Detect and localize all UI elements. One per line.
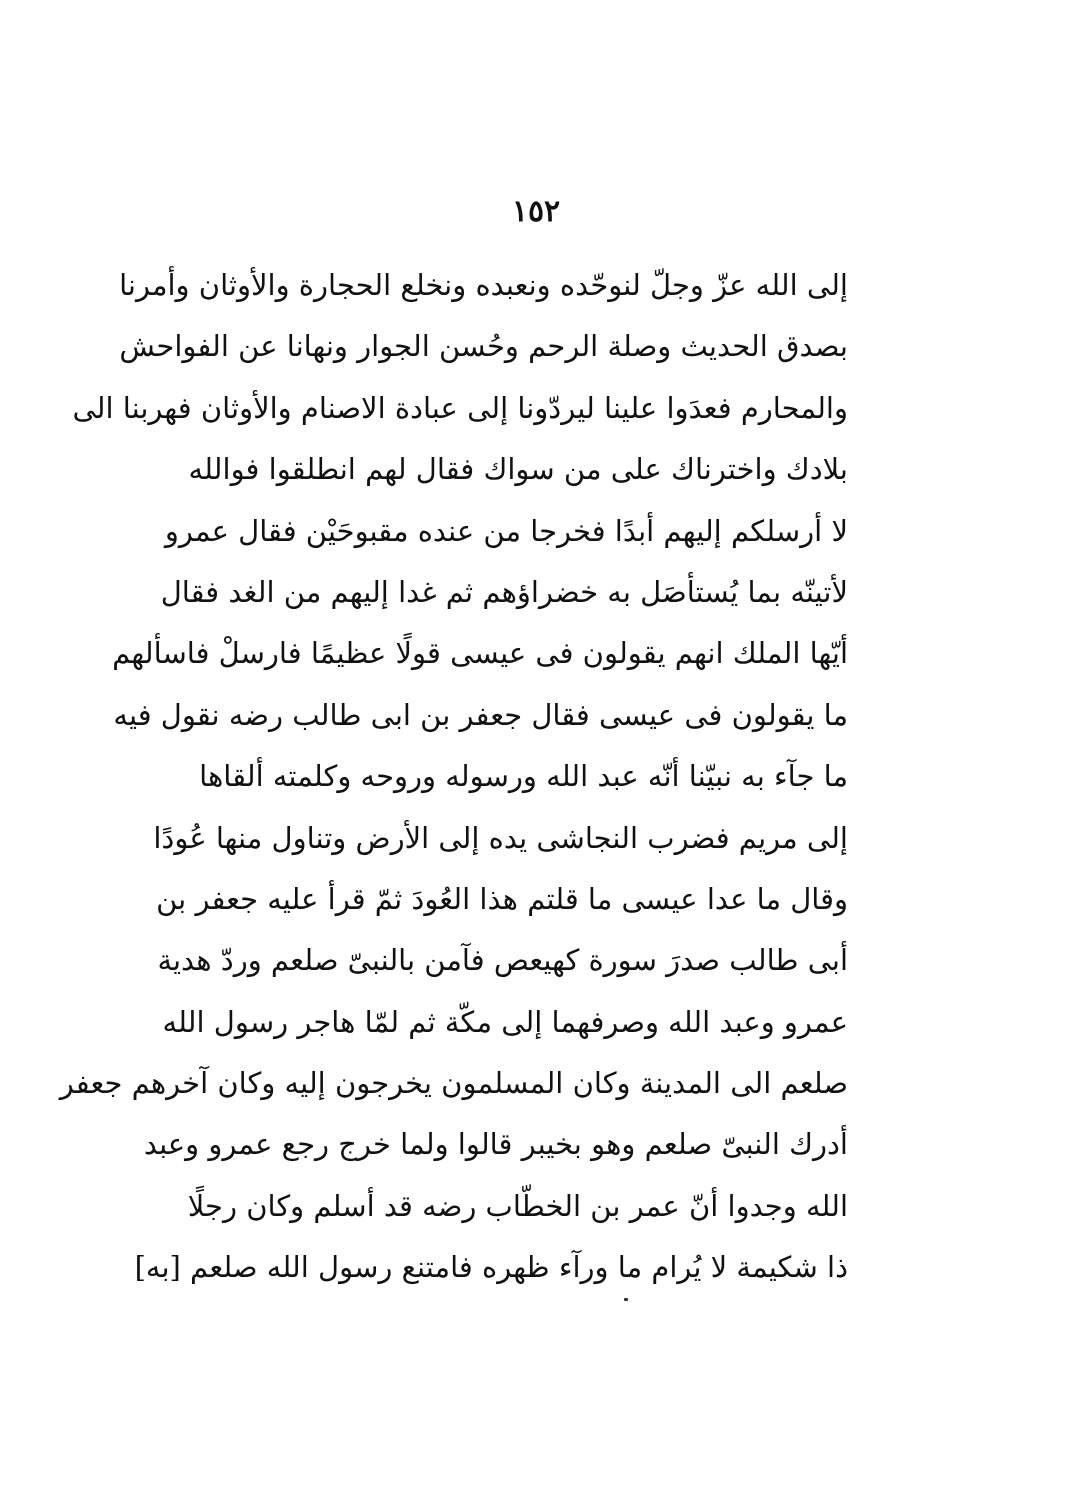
text-line: إلى الله عزّ وجلّ لنوحّده ونعبده ونخلع الحجارة والأوثان وأمرنا	[119, 268, 848, 302]
text-line: والمحارم فعدَوا علينا ليردّونا إلى عبادة الاصنام والأوثان فهربنا الى	[72, 390, 848, 425]
text-line: بلادك واخترناك على من سواك فقال لهم انطلقوا فوالله	[188, 452, 848, 487]
text-line: لأتينّه بما يُستأصَل به خضراؤهم ثم غدا إليهم من الغد فقال	[160, 574, 848, 609]
body-text	[59, 255, 848, 1299]
page-number: ١٥٢	[511, 194, 561, 229]
text-line: عمرو وعبد الله وصرفهما إلى مكّة ثم لمّا هاجر رسول الله	[162, 1004, 848, 1039]
text-line: وقال ما عدا عيسى ما قلتم هذا العُودَ ثمّ قرأ عليه جعفر بن	[156, 881, 848, 916]
text-line: ما جآء به نبيّنا أنّه عبد الله ورسوله وروحه وكلمته ألقاها	[199, 759, 848, 794]
text-line: لا أرسلكم إليهم أبدًا فخرجا من عنده مقبوحَيْن فقال عمرو	[164, 513, 848, 548]
text-line: إلى مريم فضرب النجاشى يده إلى الأرض وتناول منها عُودًا	[153, 820, 848, 855]
text-line: ذا شكيمة لا يُرام ما ورآء ظهره فامتنع رسول الله صلعم [به]	[134, 1250, 848, 1285]
text-line: صلعم الى المدينة وكان المسلمون يخرجون إليه وكان آخرهم جعفر	[59, 1066, 848, 1101]
text-line: أبى طالب صدرَ سورة كهيعص فآمن بالنبىّ صلعم وردّ هدية	[157, 943, 848, 978]
text-line: الله وجدوا أنّ عمر بن الخطّاب رضه قد أسلم وكان رجلًا	[187, 1188, 848, 1223]
text-line: أيّها الملك انهم يقولون فى عيسى قولًا عظيمًا فارسلْ فاسألهم	[112, 636, 848, 671]
text-line: أدرك النبىّ صلعم وهو بخيبر قالوا ولما خرج رجع عمرو وعبد	[143, 1127, 848, 1162]
scan-speck	[624, 1298, 628, 1301]
text-line: ما يقولون فى عيسى فقال جعفر بن ابى طالب رضه نقول فيه	[113, 697, 848, 732]
text-line: بصدق الحديث وصلة الرحم وحُسن الجوار ونهانا عن الفواحش	[119, 329, 848, 364]
